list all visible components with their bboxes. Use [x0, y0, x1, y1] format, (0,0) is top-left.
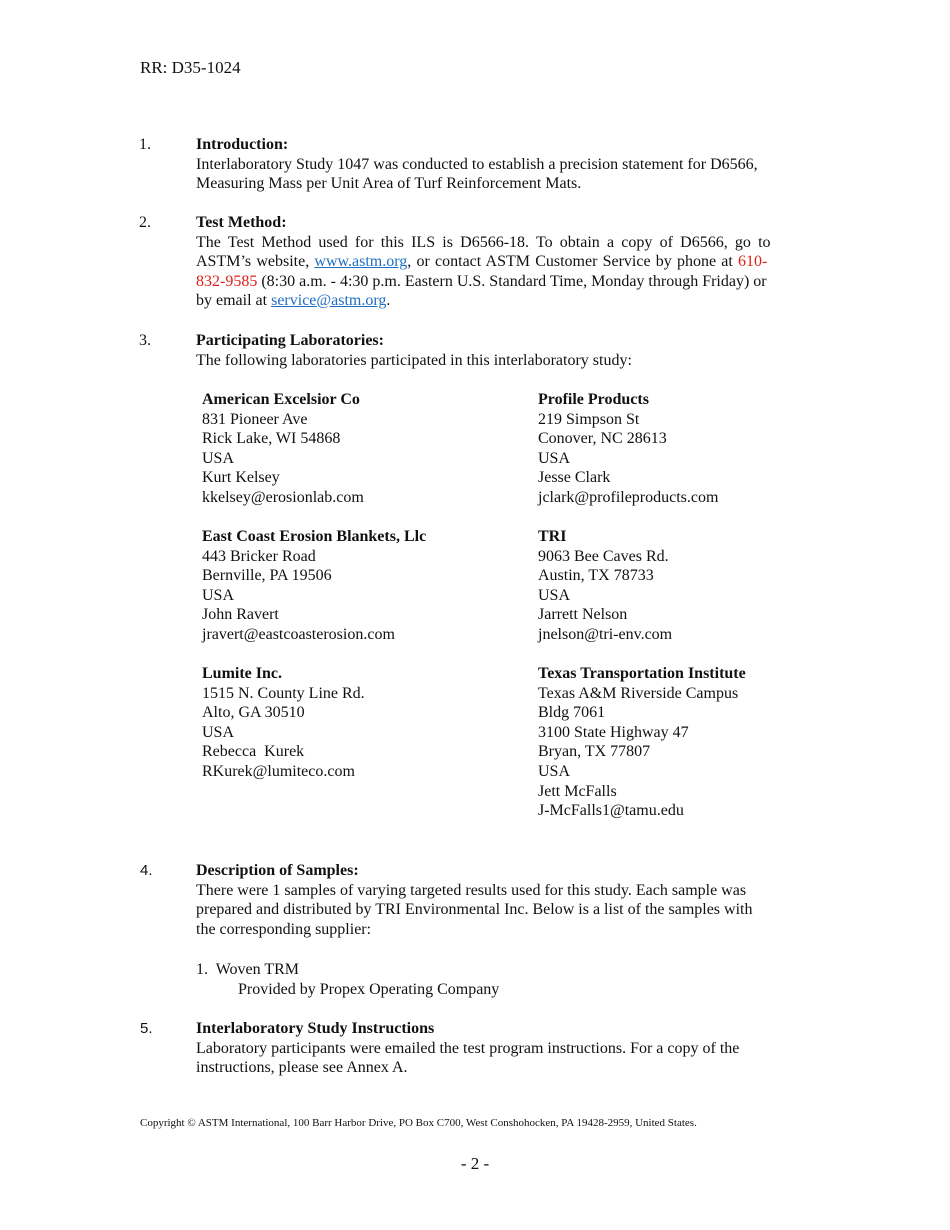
- lab-line: Bldg 7061: [538, 704, 606, 722]
- lab-line: Texas A&M Riverside Campus: [538, 684, 739, 702]
- lab-line: Kurt Kelsey: [202, 469, 280, 487]
- service-email-link[interactable]: service@astm.org: [271, 292, 387, 309]
- lab-entry: [202, 664, 365, 782]
- section-4-line: There were 1 samples of varying targeted results used for this study. Each sample was: [196, 881, 747, 899]
- section-3-title: Participating Laboratories:: [196, 332, 384, 349]
- section-2-title: Test Method:: [196, 214, 287, 231]
- lab-line: Jesse Clark: [538, 469, 611, 487]
- section-2-text: (8:30 a.m. - 4:30 p.m. Eastern U.S. Standard Time, Monday through Friday) or: [257, 272, 767, 290]
- lab-name: TRI: [538, 528, 567, 545]
- section-4-title: Description of Samples:: [196, 862, 359, 879]
- report-id: RR: D35-1024: [140, 58, 241, 77]
- lab-line: Austin, TX 78733: [538, 567, 654, 585]
- lab-entry: [538, 664, 746, 821]
- lab-line: Conover, NC 28613: [538, 430, 667, 448]
- lab-line: Rick Lake, WI 54868: [202, 430, 341, 448]
- section-4-line: the corresponding supplier:: [196, 920, 372, 938]
- lab-line: USA: [538, 586, 571, 604]
- lab-name: Texas Transportation Institute: [538, 665, 746, 682]
- section-2-line: The Test Method used for this ILS is D6566-18. To obtain a copy of D6566, go to: [196, 233, 771, 251]
- section-5-title: Interlaboratory Study Instructions: [196, 1020, 435, 1037]
- lab-line: Jarrett Nelson: [538, 606, 628, 624]
- lab-entry: [202, 527, 426, 645]
- astm-website-link[interactable]: www.astm.org: [314, 253, 408, 270]
- section-4-number: 4.: [140, 862, 153, 879]
- lab-name: Profile Products: [538, 391, 649, 408]
- section-3-number: 3.: [139, 332, 151, 349]
- lab-email: J-McFalls1@tamu.edu: [538, 802, 684, 820]
- section-2-text: .: [386, 292, 391, 309]
- lab-line: 3100 State Highway 47: [538, 723, 689, 741]
- sample-provider: Provided by Propex Operating Company: [238, 981, 500, 998]
- section-2-text: ASTM’s website,: [196, 253, 315, 270]
- lab-line: USA: [538, 449, 571, 467]
- lab-entry: [202, 390, 364, 508]
- lab-line: 1515 N. County Line Rd.: [202, 684, 365, 702]
- lab-email: jclark@profileproducts.com: [538, 488, 719, 506]
- lab-line: 219 Simpson St: [538, 410, 640, 428]
- section-2-text: , or contact ASTM Customer Service by phone at: [407, 253, 739, 270]
- lab-email: jravert@eastcoasterosion.com: [202, 625, 395, 643]
- section-4: [196, 861, 810, 939]
- section-3-intro: The following laboratories participated in this interlaboratory study:: [196, 351, 632, 369]
- copyright-notice: Copyright © ASTM International, 100 Barr Harbor Drive, PO Box C700, West Conshohocken, PA 19428-2959, United States.: [140, 1117, 697, 1129]
- lab-email: jnelson@tri-env.com: [538, 625, 673, 643]
- section-1: [196, 135, 810, 194]
- phone-number: 832-9585: [196, 272, 258, 290]
- section-2: [196, 213, 810, 311]
- lab-name: East Coast Erosion Blankets, Llc: [202, 528, 427, 545]
- section-5-line: Laboratory participants were emailed the test program instructions. For a copy of the: [196, 1039, 740, 1057]
- section-1-title: Introduction:: [196, 136, 289, 153]
- section-1-line: Measuring Mass per Unit Area of Turf Reinforcement Mats.: [196, 175, 582, 192]
- lab-line: Bryan, TX 77807: [538, 743, 651, 761]
- section-1-line: Interlaboratory Study 1047 was conducted to establish a precision statement for D6566,: [196, 155, 758, 173]
- page-number: - 2 -: [460, 1154, 490, 1173]
- lab-line: USA: [202, 723, 235, 741]
- lab-email: kkelsey@erosionlab.com: [202, 488, 364, 506]
- lab-line: Alto, GA 30510: [202, 704, 305, 722]
- lab-line: John Ravert: [202, 606, 279, 624]
- lab-line: USA: [202, 449, 235, 467]
- section-1-number: 1.: [139, 136, 151, 153]
- section-5-line: instructions, please see Annex A.: [196, 1059, 408, 1076]
- section-4-line: prepared and distributed by TRI Environmental Inc. Below is a list of the samples with: [196, 901, 753, 918]
- lab-entry: [538, 390, 718, 508]
- section-5: [196, 1019, 810, 1078]
- lab-name: American Excelsior Co: [202, 391, 360, 408]
- lab-line: 831 Pioneer Ave: [202, 410, 308, 428]
- section-2-number: 2.: [139, 214, 151, 231]
- lab-line: Jett McFalls: [538, 782, 617, 800]
- section-3: [196, 331, 810, 370]
- lab-line: 443 Bricker Road: [202, 547, 316, 565]
- lab-line: USA: [202, 586, 235, 604]
- section-5-number: 5.: [140, 1020, 153, 1037]
- lab-name: Lumite Inc.: [202, 665, 282, 682]
- lab-line: Bernville, PA 19506: [202, 567, 332, 585]
- section-2-text: by email at: [196, 292, 272, 309]
- phone-number: 610-: [738, 253, 768, 270]
- lab-email: RKurek@lumiteco.com: [202, 762, 355, 780]
- lab-line: Rebecca Kurek: [202, 743, 305, 761]
- lab-line: USA: [538, 762, 571, 780]
- lab-entry: [538, 527, 672, 645]
- sample-item: 1. Woven TRM: [196, 961, 300, 978]
- lab-line: 9063 Bee Caves Rd.: [538, 547, 669, 565]
